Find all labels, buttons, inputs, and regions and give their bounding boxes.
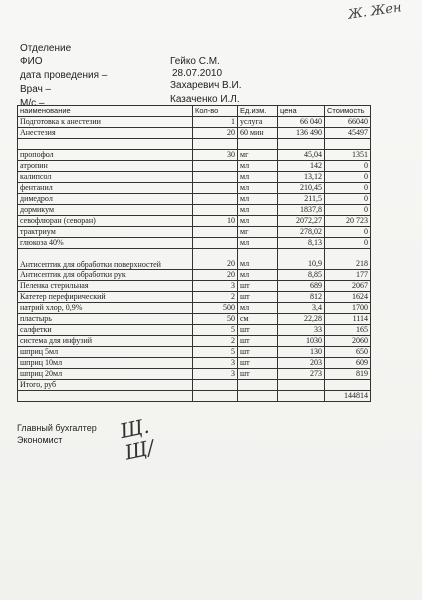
cell-unit: шт — [238, 281, 278, 292]
cell-cost: 0 — [325, 183, 371, 194]
cell-unit: мг — [238, 227, 278, 238]
table-row — [18, 128, 371, 139]
table-row — [18, 358, 371, 369]
table-row — [18, 205, 371, 216]
cell-unit — [238, 391, 278, 402]
cell-name: Анестезия — [18, 128, 193, 139]
cell-unit: шт — [238, 336, 278, 347]
cell-price: 1030 — [278, 336, 325, 347]
column-header-cost: Стоимость — [325, 106, 371, 117]
cell-unit: шт — [238, 358, 278, 369]
table-row — [18, 249, 371, 270]
cell-price: 66 040 — [278, 117, 325, 128]
cell-unit: мл — [238, 238, 278, 249]
cell-cost: 0 — [325, 205, 371, 216]
cell-name — [18, 391, 193, 402]
column-header-qty: Кол-во — [193, 106, 238, 117]
table-row — [18, 139, 371, 150]
cell-price: 278,02 — [278, 227, 325, 238]
cell-name: Катетер перефирический — [18, 292, 193, 303]
cell-name: Антисептик для обработки поверхностей — [18, 249, 193, 270]
cell-name: Антисептик для обработки рук — [18, 270, 193, 281]
cell-cost: 2067 — [325, 281, 371, 292]
cell-unit: мл — [238, 172, 278, 183]
table-row — [18, 347, 371, 358]
cell-price: 2072,27 — [278, 216, 325, 227]
doctor-label: Врач – — [20, 84, 52, 95]
cell-qty: 1 — [193, 117, 238, 128]
cell-price: 1837,8 — [278, 205, 325, 216]
economist-label: Экономист — [17, 435, 63, 445]
cell-cost: 1624 — [325, 292, 371, 303]
cell-price — [278, 391, 325, 402]
cell-cost: 1114 — [325, 314, 371, 325]
cell-cost: 650 — [325, 347, 371, 358]
cell-qty — [193, 380, 238, 391]
table-row — [18, 117, 371, 128]
table-row — [18, 150, 371, 161]
cell-unit: мл — [238, 249, 278, 270]
table-row — [18, 194, 371, 205]
accountant-label: Главный бухгалтер — [17, 423, 97, 433]
cell-name: шприц 20мл — [18, 369, 193, 380]
cell-unit: мл — [238, 216, 278, 227]
cell-name: глюкоза 40% — [18, 238, 193, 249]
cell-name: шприц 10мл — [18, 358, 193, 369]
cell-unit: шт — [238, 292, 278, 303]
cell-cost: 144814 — [325, 391, 371, 402]
cell-unit — [238, 380, 278, 391]
cell-qty: 30 — [193, 150, 238, 161]
cell-unit: мл — [238, 303, 278, 314]
cell-unit: 60 мин — [238, 128, 278, 139]
cell-unit: шт — [238, 325, 278, 336]
cell-price: 211,5 — [278, 194, 325, 205]
cell-name: трактриум — [18, 227, 193, 238]
cell-cost: 1351 — [325, 150, 371, 161]
cell-qty: 2 — [193, 292, 238, 303]
cell-cost: 609 — [325, 358, 371, 369]
nurse-value: Казаченко И.Л. — [170, 94, 240, 105]
cell-name: фентанил — [18, 183, 193, 194]
cell-qty — [193, 161, 238, 172]
table-row — [18, 325, 371, 336]
cell-unit: мл — [238, 205, 278, 216]
cell-cost: 177 — [325, 270, 371, 281]
cell-cost: 0 — [325, 238, 371, 249]
cell-price: 33 — [278, 325, 325, 336]
cell-qty: 500 — [193, 303, 238, 314]
cell-qty: 3 — [193, 358, 238, 369]
table-row — [18, 172, 371, 183]
cell-price: 45,04 — [278, 150, 325, 161]
fio-label: ФИО — [20, 56, 43, 67]
cell-name: димедрол — [18, 194, 193, 205]
table-row — [18, 369, 371, 380]
column-header-price: цена — [278, 106, 325, 117]
cell-cost — [325, 139, 371, 150]
cell-qty: 10 — [193, 216, 238, 227]
cell-name: севофлюран (севоран) — [18, 216, 193, 227]
cell-qty: 5 — [193, 347, 238, 358]
cell-qty — [193, 391, 238, 402]
cell-qty: 20 — [193, 270, 238, 281]
cell-qty — [193, 183, 238, 194]
cell-price: 136 490 — [278, 128, 325, 139]
column-header-name: наименование — [18, 106, 193, 117]
cell-price: 203 — [278, 358, 325, 369]
cell-unit: мл — [238, 161, 278, 172]
cell-unit: шт — [238, 347, 278, 358]
cost-table — [17, 105, 371, 402]
cell-price: 689 — [278, 281, 325, 292]
cell-qty: 50 — [193, 314, 238, 325]
cell-qty: 3 — [193, 281, 238, 292]
cell-price: 142 — [278, 161, 325, 172]
table-row — [18, 183, 371, 194]
cell-unit: услуга — [238, 117, 278, 128]
cell-unit: см — [238, 314, 278, 325]
cell-cost: 218 — [325, 249, 371, 270]
cell-cost: 0 — [325, 194, 371, 205]
cell-price: 10,9 — [278, 249, 325, 270]
table-header-row — [18, 106, 371, 117]
cell-qty: 20 — [193, 128, 238, 139]
cell-price: 210,45 — [278, 183, 325, 194]
table-row — [18, 227, 371, 238]
cell-qty — [193, 205, 238, 216]
cell-name — [18, 139, 193, 150]
doctor-value: Захаревич В.И. — [170, 80, 242, 91]
cell-cost: 165 — [325, 325, 371, 336]
cell-name: Пеленка стерильная — [18, 281, 193, 292]
table-row — [18, 216, 371, 227]
cell-name: Подготовка к анестезии — [18, 117, 193, 128]
cell-qty: 20 — [193, 249, 238, 270]
cell-name: атропин — [18, 161, 193, 172]
cell-price — [278, 380, 325, 391]
cell-name: система для инфузий — [18, 336, 193, 347]
cell-cost: 819 — [325, 369, 371, 380]
cell-price: 8,13 — [278, 238, 325, 249]
table-row — [18, 303, 371, 314]
fio-value: Гейко С.М. — [170, 56, 220, 67]
cell-price — [278, 139, 325, 150]
cell-qty: 5 — [193, 325, 238, 336]
cell-qty — [193, 194, 238, 205]
date-value: 28.07.2010 — [172, 68, 223, 79]
column-header-unit: Ед.изм. — [238, 106, 278, 117]
handwritten-corner-note: Ж. Жен — [347, 0, 403, 23]
cell-name: калипсол — [18, 172, 193, 183]
date-label: дата проведения – — [20, 70, 108, 81]
cell-cost: 1700 — [325, 303, 371, 314]
cell-cost: 45497 — [325, 128, 371, 139]
cell-cost: 20 723 — [325, 216, 371, 227]
cell-name: пропофол — [18, 150, 193, 161]
cell-price: 812 — [278, 292, 325, 303]
cell-cost: 0 — [325, 172, 371, 183]
cell-unit: мл — [238, 194, 278, 205]
cell-qty — [193, 238, 238, 249]
cell-name: Итого, руб — [18, 380, 193, 391]
cell-qty: 3 — [193, 369, 238, 380]
cell-qty — [193, 227, 238, 238]
handwritten-signature: Щ. Щ/ — [117, 413, 157, 465]
cell-name: пластырь — [18, 314, 193, 325]
table-row — [18, 270, 371, 281]
cell-unit: мл — [238, 270, 278, 281]
cell-cost: 66040 — [325, 117, 371, 128]
cell-price: 8,85 — [278, 270, 325, 281]
cell-name: натрий хлор, 0,9% — [18, 303, 193, 314]
cell-unit: мл — [238, 183, 278, 194]
cell-price: 3,4 — [278, 303, 325, 314]
table-row — [18, 380, 371, 391]
cell-price: 130 — [278, 347, 325, 358]
cell-qty: 2 — [193, 336, 238, 347]
table-row — [18, 281, 371, 292]
cell-cost: 0 — [325, 161, 371, 172]
cell-qty — [193, 139, 238, 150]
table-row — [18, 314, 371, 325]
cell-price: 273 — [278, 369, 325, 380]
cell-name: дормикум — [18, 205, 193, 216]
cell-name: салфетки — [18, 325, 193, 336]
cell-name: шприц 5мл — [18, 347, 193, 358]
cell-price: 22,28 — [278, 314, 325, 325]
table-row — [18, 292, 371, 303]
table-row — [18, 336, 371, 347]
nurse-label: М/с – — [20, 98, 45, 109]
cell-price: 13,12 — [278, 172, 325, 183]
table-row — [18, 161, 371, 172]
table-row — [18, 391, 371, 402]
cell-qty — [193, 172, 238, 183]
cell-cost: 0 — [325, 227, 371, 238]
cell-unit: мг — [238, 150, 278, 161]
table-row — [18, 238, 371, 249]
cell-cost — [325, 380, 371, 391]
cell-unit — [238, 139, 278, 150]
cell-unit: шт — [238, 369, 278, 380]
cell-cost: 2060 — [325, 336, 371, 347]
department-label: Отделение — [20, 43, 72, 54]
